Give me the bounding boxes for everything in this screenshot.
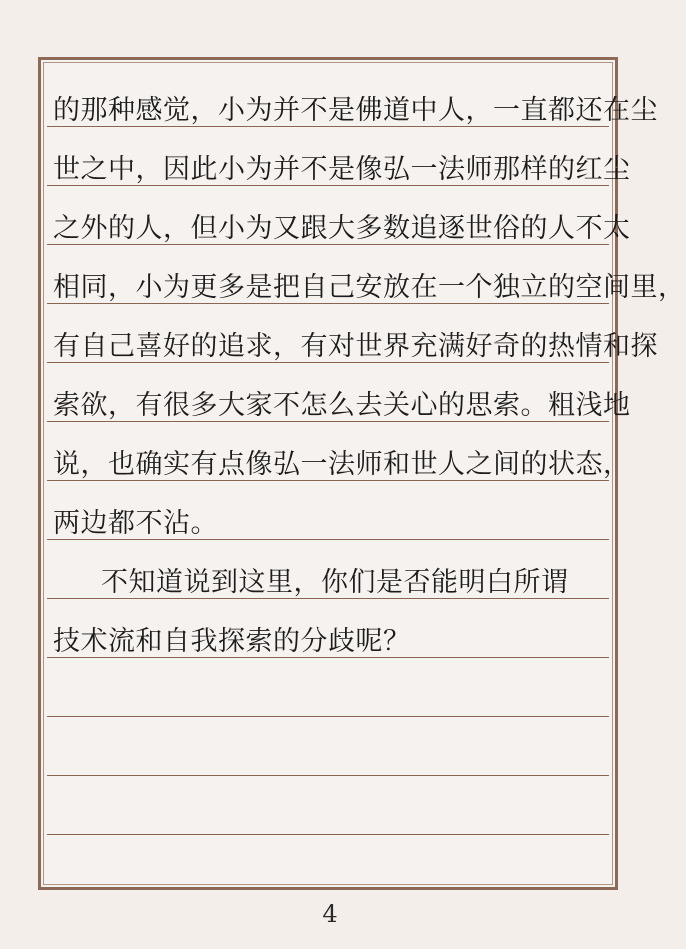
handwritten-line-3: 之外的人，但小为又跟大多数追逐世俗的人不太: [53, 213, 631, 244]
ruled-line: [47, 421, 609, 422]
handwritten-line-2: 世之中，因此小为并不是像弘一法师那样的红尘: [53, 154, 631, 185]
handwritten-line-8: 两边都不沾。: [53, 508, 218, 539]
handwritten-line-6: 索欲，有很多大家不怎么去关心的思索。粗浅地: [53, 390, 631, 421]
handwritten-line-7: 说，也确实有点像弘一法师和世人之间的状态，: [53, 449, 631, 480]
ruled-line: [47, 185, 609, 186]
ruled-line: [47, 716, 609, 717]
ruled-line: [47, 775, 609, 776]
ruled-line: [47, 657, 609, 658]
handwritten-line-10: 技术流和自我探索的分歧呢？: [53, 626, 411, 657]
ruled-line: [47, 834, 609, 835]
ruled-line: [47, 303, 609, 304]
ruled-line: [47, 244, 609, 245]
handwritten-line-1: 的那种感觉，小为并不是佛道中人，一直都还在尘: [53, 95, 658, 126]
ruled-line: [47, 480, 609, 481]
ruled-line: [47, 126, 609, 127]
ruled-line: [47, 598, 609, 599]
page-number: 4: [322, 900, 338, 928]
ruled-line: [47, 539, 609, 540]
writing-paper-frame: [38, 57, 686, 890]
handwritten-line-5: 有自己喜好的追求，有对世界充满好奇的热情和探: [53, 331, 658, 362]
ruled-line: [47, 362, 609, 363]
handwritten-line-9: 不知道说到这里，你们是否能明白所谓: [101, 567, 569, 598]
handwritten-line-4: 相同，小为更多是把自己安放在一个独立的空间里，: [53, 272, 686, 303]
